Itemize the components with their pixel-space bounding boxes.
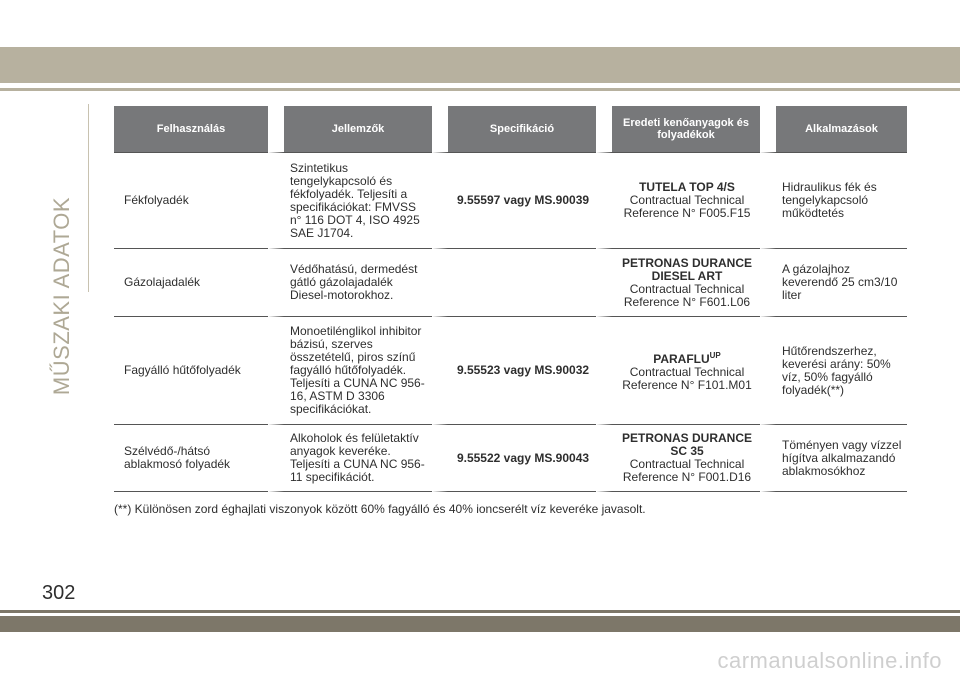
specification-cell: 9.55522 vagy MS.90043 [432,424,596,492]
top-decorative-band [0,47,960,83]
fluid-brand: PETRONAS DURANCE SC 35 [621,431,752,458]
footnote: (**) Különösen zord éghajlati viszonyok között 60% fagyálló és 40% ioncserélt víz keveréke javasolt. [114,502,646,516]
fluid-brand [618,349,756,366]
table-row [114,248,907,316]
page-number: 302 [42,582,76,604]
characteristics-cell: Alkoholok és felületaktív anyagok keveréke. Teljesíti a CUNA NC 956-11 specifikációt. [268,424,432,492]
header-use: Felhasználás [114,106,268,152]
fluid-reference: Contractual Technical Reference N° F005.F15 [623,193,751,220]
fluid-brand: TUTELA TOP 4/S [639,180,735,194]
application-cell: Hidraulikus fék és tengelykapcsoló működtetés [760,152,907,248]
fluid-brand-superscript: UP [709,351,721,360]
use-cell: Gázolajadalék [114,248,268,316]
characteristics-cell: Monoetilénglikol inhibitor bázisú, szerves összetételű, piros színű fagyálló hűtőfolyadék. Teljesíti a CUNA NC 956-16, ASTM D 3306 specifikációkat. [268,316,432,424]
fluids-spec-table [114,106,907,492]
specification-cell: 9.55523 vagy MS.90032 [432,316,596,424]
header-original-fluids: Eredeti kenőanyagok és folyadékok [596,106,760,152]
table-row [114,316,907,424]
characteristics-cell: Védőhatású, dermedést gátló gázolajadalék Diesel-motorokhoz. [268,248,432,316]
application-cell: A gázolajhoz keverendő 25 cm3/10 liter [760,248,907,316]
fluid-reference: Contractual Technical Reference N° F601.L06 [623,281,751,309]
use-cell: Fékfolyadék [114,152,268,248]
original-fluid-cell [596,152,760,248]
original-fluid-cell [596,316,760,424]
application-cell: Hűtőrendszerhez, keverési arány: 50% víz, 50% fagyálló folyadék(**) [760,316,907,424]
use-cell: Fagyálló hűtőfolyadék [114,316,268,424]
header-applications: Alkalmazások [760,106,907,152]
top-decorative-line [0,88,960,91]
bottom-decorative-line [0,610,960,613]
original-fluid-cell [596,248,760,316]
header-specification: Specifikáció [432,106,596,152]
specification-cell [432,248,596,316]
fluid-brand: PETRONAS DURANCE DIESEL ART [621,255,752,283]
fluid-brand-name: PARAFLU [653,352,710,366]
table-header-row [114,106,907,152]
section-title: MŰSZAKI ADATOK [49,196,74,396]
original-fluid-cell [596,424,760,492]
header-characteristics: Jellemzők [268,106,432,152]
fluid-reference: Contractual Technical Reference N° F101.M01 [622,365,752,392]
table-row [114,424,907,492]
fluid-reference: Contractual Technical Reference N° F001.D16 [622,457,752,484]
bottom-decorative-band [0,616,960,632]
use-cell: Szélvédő-/hátsó ablakmosó folyadék [114,424,268,492]
application-cell: Töményen vagy vízzel hígítva alkalmazandó ablakmosókhoz [760,424,907,492]
watermark: carmanualsonline.info [717,648,942,673]
table-row [114,152,907,248]
specification-cell: 9.55597 vagy MS.90039 [432,152,596,248]
characteristics-cell: Szintetikus tengelykapcsoló és fékfolyadék. Teljesíti a specifikációkat: FMVSS n° 116 DOT 4, ISO 4925 SAE J1704. [268,152,432,248]
section-title-rule [88,104,89,292]
